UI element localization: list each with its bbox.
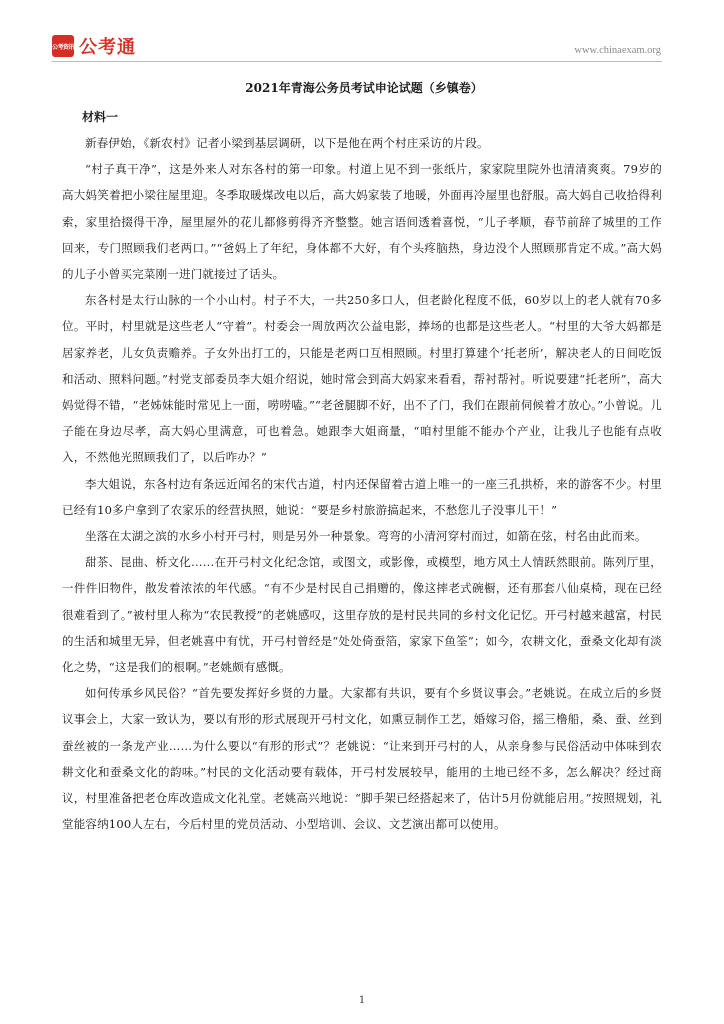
section-heading: 材料一 bbox=[82, 110, 119, 124]
site-url: www.chinaexam.org bbox=[574, 45, 661, 56]
paragraph-2: “村子真干净”，这是外来人对东各村的第一印象。村道上见不到一张纸片，家家院里院外也清清爽爽。79岁的高大妈笑着把小梁往屋里迎。冬季取暖煤改电以后，高大妈家装了地暖，外面再冷屋里也舒服。高大妈自己收拾得利索，家里拾掇得干净，屋里屋外的花儿都修剪得齐齐整整。她言语间透着喜悦，“儿子孝顺，春节前辞了城里的工作回来，专门照顾我们老两口。”“爸妈上了年纪，身体都不大好，有个头疼脑热，身边没个人照顾那肯定不成。”高大妈的儿子小曾买完菜刚一进门就接过了话头。 bbox=[62, 162, 662, 282]
logo-text: 公考通 bbox=[79, 37, 136, 58]
page-number: 1 bbox=[358, 995, 366, 1006]
logo-badge-icon: 公考资讯 bbox=[52, 35, 74, 57]
page-header bbox=[0, 0, 724, 64]
paragraph-1: 新春伊始，《新农村》记者小梁到基层调研，以下是他在两个村庄采访的片段。 bbox=[85, 136, 489, 150]
header-divider bbox=[52, 61, 662, 62]
document-body bbox=[62, 76, 662, 837]
logo bbox=[52, 33, 136, 59]
document-title: 2021年青海公务员考试申论试题（乡镇卷） bbox=[245, 81, 483, 95]
paragraph-7: 如何传承乡风民俗？“首先要发挥好乡贤的力量。大家都有共识，要有个乡贤议事会。”老姚说。在成立后的乡贤议事会上，大家一致认为，要以有形的形式展现开弓村文化，如熏豆制作工艺，婚嫁习俗，摇三橹船，桑、蚕、丝到蚕丝被的一条龙产业……为什么要以“有形的形式”？老姚说：“让来到开弓村的人，从亲身参与民俗活动中体味到农耕文化和蚕桑文化的韵味。”村民的文化活动要有载体，开弓村发展较早，能用的土地已经不多，怎么解决？经过商议，村里准备把老仓库改造成文化礼堂。老姚高兴地说：“脚手架已经搭起来了，估计5月份就能启用。”按照规划，礼堂能容纳100人左右，今后村里的党员活动、小型培训、会议、文艺演出都可以使用。 bbox=[62, 686, 662, 832]
paragraph-4: 李大姐说，东各村边有条远近闻名的宋代古道，村内还保留着古道上唯一的一座三孔拱桥，来的游客不少。村里已经有10多户拿到了农家乐的经营执照，她说：“要是乡村旅游搞起来，不愁您儿子没事儿干！” bbox=[62, 476, 662, 517]
paragraph-3: 东各村是太行山脉的一个小山村。村子不大，一共250多口人，但老龄化程度不低，60岁以上的老人就有70多位。平时，村里就是这些老人“守着”。村委会一周放两次公益电影，捧场的也都是这些老人。“村里的大爷大妈都是居家养老，儿女负责赡养。子女外出打工的，只能是老两口互相照顾。村里打算建个‘托老所’，解决老人的日间吃饭和活动、照料问题。”村党支部委员李大姐介绍说，她时常会到高大妈家来看看，帮衬帮衬。听说要建“托老所”，高大妈觉得不错，“老姊妹能时常见上一面，唠唠嗑。”“老爸腿脚不好，出不了门，我们在跟前伺候着才放心。”小曾说。儿子能在身边尽孝，高大妈心里满意，可也着急。她跟李大姐商量，“咱村里能不能办个产业，让我儿子也能有点收入，不然他光照顾我们了，以后咋办？” bbox=[62, 293, 662, 465]
paragraph-5: 坐落在太湖之滨的水乡小村开弓村，则是另外一种景象。弯弯的小清河穿村而过，如箭在弦，村名由此而来。 bbox=[85, 529, 647, 544]
paragraph-6: 甜茶、昆曲、桥文化……在开弓村文化纪念馆，或图文，或影像，或模型，地方风土人情跃然眼前。陈列厅里，一件件旧物件，散发着浓浓的年代感。“有不少是村民自己捐赠的，像这摔老式碗橱，还有那套八仙桌椅，现在已经很难看到了。”被村里人称为“农民教授”的老姚感叹，这里存放的是村民共同的乡村文化记忆。开弓村越来越富，村民的生活和城里无异，但老姚喜中有忧，开弓村曾经是“处处倚蚕箔，家家下鱼筌”；如今，农耕文化，蚕桑文化却有淡化之势，“这是我们的根啊。”老姚颇有感慨。 bbox=[62, 555, 662, 675]
